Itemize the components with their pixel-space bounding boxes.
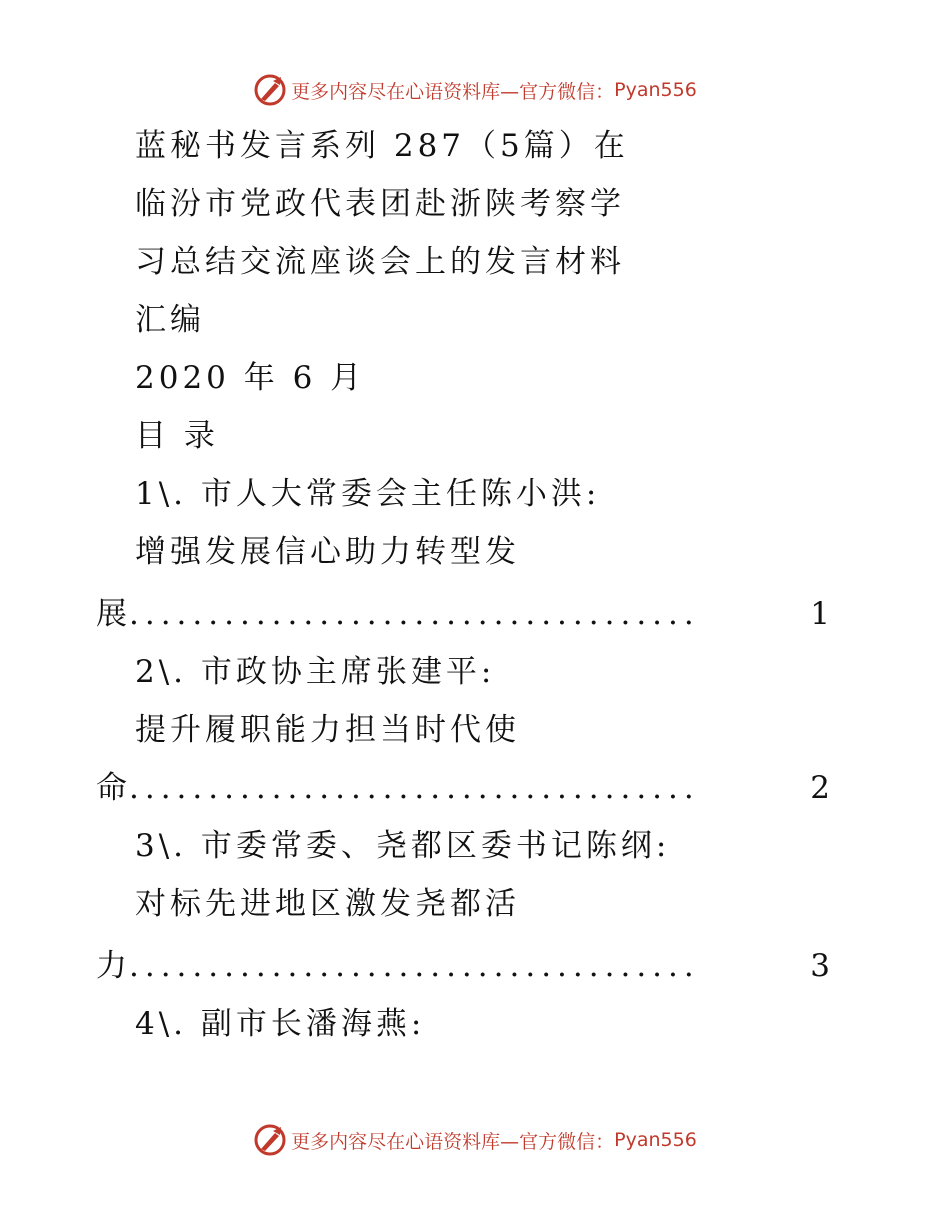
banner-text: 更多内容尽在心语资料库—官方微信： <box>291 80 615 103</box>
title-line-3: 习总结交流座谈会上的发言材料 <box>135 244 625 280</box>
toc-entry-4-speaker: 4\. 副市长潘海燕: <box>135 1006 426 1042</box>
toc-dot-leader: .................................... <box>129 596 700 632</box>
toc-heading: 目 录 <box>135 418 219 454</box>
toc-dot-leader: .................................... <box>129 948 700 984</box>
pen-logo-icon <box>253 73 287 107</box>
header-banner <box>0 70 950 110</box>
toc-entry-2-leader <box>96 768 830 808</box>
toc-entry-1-speaker: 1\. 市人大常委会主任陈小洪: <box>135 476 601 512</box>
toc-entry-1-leader <box>96 594 830 634</box>
toc-entry-3-leader <box>96 946 830 986</box>
toc-entry-3-title-tail: 力 <box>96 948 127 984</box>
toc-entry-3-speaker: 3\. 市委常委、尧都区委书记陈纲: <box>135 828 671 864</box>
toc-entry-2-page: 2 <box>810 770 830 806</box>
toc-entry-1-page: 1 <box>810 596 830 632</box>
banner-wechat-id: Pyan556 <box>614 1129 697 1151</box>
document-date: 2020 年 6 月 <box>135 360 366 396</box>
toc-entry-2-speaker: 2\. 市政协主席张建平: <box>135 654 496 690</box>
toc-entry-1-title: 增强发展信心助力转型发 <box>135 534 520 570</box>
title-line-2: 临汾市党政代表团赴浙陕考察学 <box>135 186 625 222</box>
toc-entry-2-title-tail: 命 <box>96 770 127 806</box>
toc-entry-3-title: 对标先进地区激发尧都活 <box>135 886 520 922</box>
title-line-4: 汇编 <box>135 302 205 338</box>
banner-text: 更多内容尽在心语资料库—官方微信： <box>291 1130 615 1153</box>
toc-entry-2-title: 提升履职能力担当时代使 <box>135 712 520 748</box>
toc-dot-leader: .................................... <box>129 770 700 806</box>
banner-wechat-id: Pyan556 <box>614 79 697 101</box>
toc-entry-1-title-tail: 展 <box>96 596 127 632</box>
toc-entry-3-page: 3 <box>810 948 830 984</box>
pen-logo-icon <box>253 1123 287 1157</box>
footer-banner <box>0 1120 950 1160</box>
title-line-1: 蓝秘书发言系列 287（5篇）在 <box>135 128 629 164</box>
